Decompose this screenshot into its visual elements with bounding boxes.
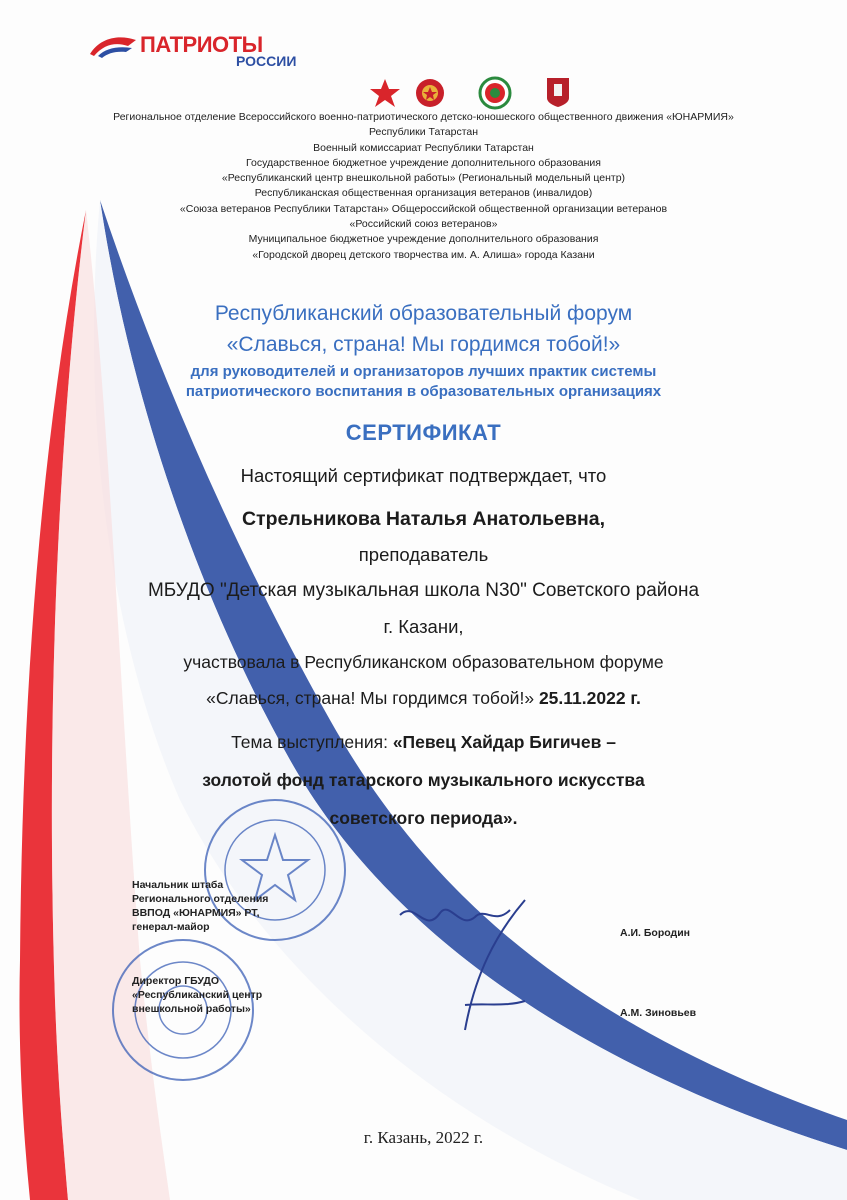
topic-title-end: советского периода».: [329, 808, 518, 828]
second-signatory-name: А.М. Зиновьев: [620, 1007, 697, 1019]
forum-date: 25.11.2022 г.: [538, 688, 641, 708]
forum-subtitle-line: патриотического воспитания в образовательных организациях: [185, 383, 662, 400]
org-line: «Союза ветеранов Республики Татарстан» Общероссийской общественной организации ветеранов: [179, 202, 668, 215]
certificate-heading: СЕРТИФИКАТ: [345, 420, 502, 445]
signatory-line: генерал-майор: [132, 921, 210, 933]
forum-subtitle-line: для руководителей и организаторов лучших практик системы: [190, 363, 657, 380]
military-commissariat-emblem-icon: [414, 76, 446, 110]
signature-zinoviev-icon: [455, 895, 535, 1035]
signatory-line: Начальник штаба: [132, 879, 224, 891]
first-signatory-name: А.И. Бородин: [620, 927, 690, 939]
signatory-line: Директор ГБУДО: [132, 975, 220, 987]
forum-slogan: «Славься, страна! Мы гордимся тобой!»: [226, 333, 621, 356]
patriots-logo-icon: [88, 34, 138, 58]
signatory-line: внешкольной работы»: [132, 1003, 251, 1015]
recipient-city: г. Казани,: [383, 616, 464, 637]
participation-text: участвовала в Республиканском образовательном форуме: [183, 652, 664, 672]
org-line: Республики Татарстан: [368, 126, 479, 139]
recipient-org: МБУДО "Детская музыкальная школа N30" Советского района: [147, 580, 700, 601]
forum-name-line: [0, 688, 847, 709]
tatarstan-emblem-icon: [478, 76, 512, 110]
logo-subtitle: РОССИИ: [236, 53, 297, 69]
place-and-year: г. Казань, 2022 г.: [363, 1128, 484, 1147]
recipient-position: преподаватель: [358, 544, 489, 565]
org-line: «Городской дворец детского творчества им. А. Алиша» города Казани: [252, 248, 595, 261]
second-signatory-title: [132, 974, 262, 1016]
yunarmiya-star-icon: [368, 78, 402, 108]
topic-title-cont: золотой фонд татарского музыкального искусства: [202, 770, 645, 790]
signatory-line: Регионального отделения: [132, 893, 269, 905]
topic-title: «Певец Хайдар Бигичев –: [392, 732, 616, 752]
org-line: Военный комиссариат Республики Татарстан: [313, 141, 534, 154]
first-signatory-title: [132, 878, 268, 934]
org-line: Региональное отделение Всероссийского военно-патриотического детско-юношеского общественного движения «ЮНАРМИЯ»: [113, 111, 734, 123]
confirm-text: Настоящий сертификат подтверждает, что: [240, 465, 607, 486]
forum-title: Республиканский образовательный форум: [214, 302, 633, 325]
topic-label: Тема выступления:: [231, 732, 388, 752]
signatory-line: ВВПОД «ЮНАРМИЯ» РТ,: [132, 907, 260, 919]
recipient-name: Стрельникова Наталья Анатольевна,: [241, 508, 606, 530]
logo-title: ПАТРИОТЫ: [140, 32, 263, 57]
topic-line: [0, 732, 847, 753]
org-line: Муниципальное бюджетное учреждение дополнительного образования: [248, 233, 599, 246]
forum-title-block: [0, 298, 847, 402]
kazan-emblem-icon: [545, 76, 571, 108]
org-line: Республиканская общественная организация ветеранов (инвалидов): [254, 187, 593, 200]
org-line: «Российский союз ветеранов»: [349, 218, 498, 231]
signatory-line: «Республиканский центр: [132, 989, 263, 1001]
org-line: «Республиканский центр внешкольной работы» (Региональный модельный центр): [221, 172, 626, 185]
org-line: Государственное бюджетное учреждение дополнительного образования: [246, 156, 601, 169]
forum-name: «Славься, страна! Мы гордимся тобой!»: [206, 688, 535, 708]
organizations-block: [0, 110, 847, 263]
